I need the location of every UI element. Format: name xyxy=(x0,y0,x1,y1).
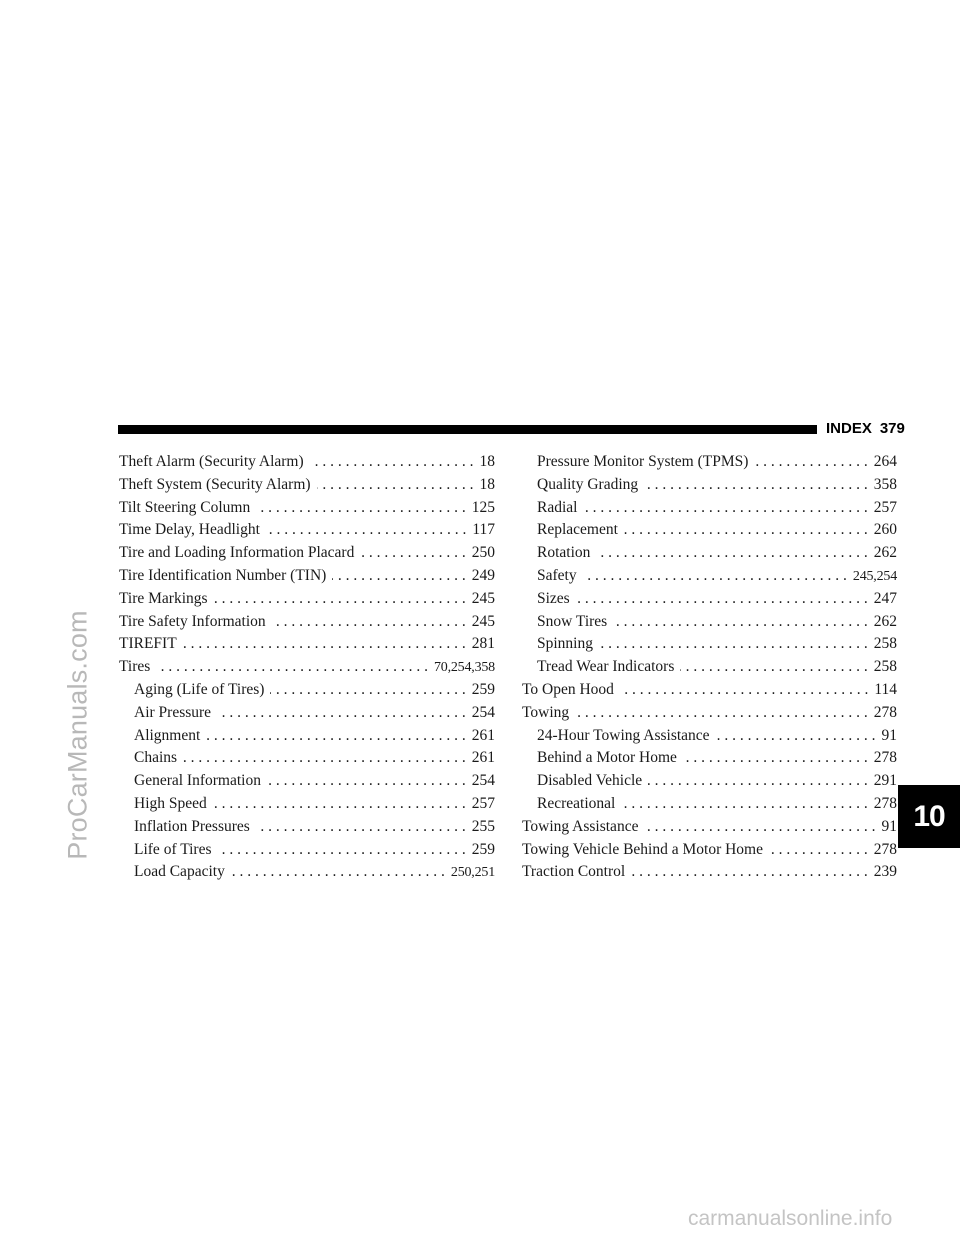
index-entry-label: Towing Vehicle Behind a Motor Home xyxy=(522,840,763,858)
index-entry xyxy=(119,588,495,611)
header-section-title: INDEX xyxy=(826,420,872,437)
index-entry-label: Traction Control xyxy=(522,863,626,881)
index-entry-page: 254 xyxy=(471,703,495,721)
index-entry xyxy=(119,451,495,474)
dot-leader xyxy=(620,679,868,702)
index-entry-label: Towing Assistance xyxy=(522,817,639,835)
index-entry xyxy=(522,816,897,839)
dot-leader xyxy=(218,839,466,862)
dot-leader xyxy=(183,633,466,656)
dot-leader xyxy=(214,588,466,611)
dot-leader xyxy=(621,793,867,816)
index-entry-label: General Information xyxy=(134,772,261,790)
dot-leader xyxy=(583,497,867,520)
index-entry xyxy=(119,497,495,520)
index-entry-label: Alignment xyxy=(134,726,201,744)
footer-watermark: carmanualsonline.info xyxy=(688,1207,893,1230)
dot-leader xyxy=(680,656,867,679)
index-entry-label: Spinning xyxy=(537,635,593,653)
index-entry-label: Recreational xyxy=(537,794,616,812)
index-entry-page: 258 xyxy=(873,635,897,653)
index-entry xyxy=(522,725,897,748)
index-entry xyxy=(119,702,495,725)
index-entry-page: 70,254,358 xyxy=(433,660,495,676)
dot-leader xyxy=(156,656,428,679)
index-entry-page: 259 xyxy=(471,680,495,698)
index-entry-page: 245 xyxy=(471,589,495,607)
index-entry xyxy=(522,839,897,862)
index-entry-page: 125 xyxy=(471,498,495,516)
index-entry xyxy=(522,542,897,565)
index-entry xyxy=(522,679,897,702)
index-entry xyxy=(522,747,897,770)
index-entry xyxy=(119,747,495,770)
index-entry-label: TIREFIT xyxy=(119,635,177,653)
index-entry-label: Radial xyxy=(537,498,578,516)
index-entry-page: 91 xyxy=(881,726,897,744)
index-entry xyxy=(522,633,897,656)
index-entry-label: Tread Wear Indicators xyxy=(537,658,675,676)
index-entry-label: Disabled Vehicle xyxy=(537,772,643,790)
index-entry-page: 278 xyxy=(873,703,897,721)
index-entry xyxy=(522,519,897,542)
index-entry xyxy=(522,793,897,816)
dot-leader xyxy=(575,702,868,725)
dot-leader xyxy=(583,565,847,588)
index-entry xyxy=(522,565,897,588)
dot-leader xyxy=(576,588,868,611)
index-entry-page: 260 xyxy=(873,521,897,539)
index-entry-page: 245 xyxy=(471,612,495,630)
dot-leader xyxy=(769,839,868,862)
index-entry-label: To Open Hood xyxy=(522,680,614,698)
dot-leader xyxy=(231,861,445,884)
index-entry-page: 91 xyxy=(881,817,897,835)
index-column-left xyxy=(119,451,495,884)
dot-leader xyxy=(206,725,465,748)
dot-leader xyxy=(644,474,868,497)
side-watermark: ProCarManuals.com xyxy=(62,610,93,860)
index-entry-label: Inflation Pressures xyxy=(134,817,250,835)
index-entry-label: Quality Grading xyxy=(537,475,639,493)
index-entry xyxy=(522,861,897,884)
header-rule xyxy=(118,425,817,434)
index-entry xyxy=(119,519,495,542)
index-entry-page: 18 xyxy=(479,475,495,493)
index-entry xyxy=(119,793,495,816)
index-entry xyxy=(522,770,897,793)
index-column-right xyxy=(522,451,897,884)
running-header xyxy=(826,419,905,439)
dot-leader xyxy=(317,474,474,497)
index-entry xyxy=(119,861,495,884)
dot-leader xyxy=(256,497,466,520)
index-entry-page: 239 xyxy=(873,863,897,881)
index-entry xyxy=(119,474,495,497)
index-entry-label: 24-Hour Towing Assistance xyxy=(537,726,710,744)
section-tab: 10 xyxy=(898,785,960,848)
index-entry-label: Theft System (Security Alarm) xyxy=(119,475,311,493)
index-entry-label: Sizes xyxy=(537,589,570,607)
dot-leader xyxy=(213,793,466,816)
index-entry xyxy=(119,770,495,793)
header-page-number: 379 xyxy=(879,420,905,437)
index-entry-page: 281 xyxy=(471,635,495,653)
index-entry-label: Tilt Steering Column xyxy=(119,498,251,516)
index-entry xyxy=(119,679,495,702)
dot-leader xyxy=(683,747,868,770)
index-entry-label: Rotation xyxy=(537,544,591,562)
dot-leader xyxy=(332,565,465,588)
dot-leader xyxy=(644,816,875,839)
index-entry xyxy=(522,451,897,474)
index-entry-label: Time Delay, Headlight xyxy=(119,521,260,539)
index-entry-label: Tire and Loading Information Placard xyxy=(119,544,355,562)
dot-leader xyxy=(631,861,868,884)
dot-leader xyxy=(624,519,868,542)
index-entry-page: 249 xyxy=(471,566,495,584)
index-entry-page: 250 xyxy=(471,544,495,562)
index-entry xyxy=(119,633,495,656)
index-entry xyxy=(522,474,897,497)
index-entry-label: Aging (Life of Tires) xyxy=(134,680,265,698)
index-entry xyxy=(522,497,897,520)
dot-leader xyxy=(310,451,474,474)
index-entry-label: High Speed xyxy=(134,794,207,812)
index-entry xyxy=(522,702,897,725)
index-entry-label: Pressure Monitor System (TPMS) xyxy=(537,453,749,470)
index-entry xyxy=(522,588,897,611)
index-entry-page: 255 xyxy=(471,817,495,835)
dot-leader xyxy=(267,770,466,793)
index-entry-page: 257 xyxy=(471,794,495,812)
index-entry-page: 247 xyxy=(873,589,897,607)
dot-leader xyxy=(256,816,466,839)
dot-leader xyxy=(716,725,876,748)
index-entry-label: Tires xyxy=(119,658,151,676)
index-entry-label: Chains xyxy=(134,749,178,767)
index-entry xyxy=(119,656,495,679)
dot-leader xyxy=(613,611,868,634)
index-entry-page: 254 xyxy=(471,772,495,790)
index-entry xyxy=(119,611,495,634)
index-entry-page: 18 xyxy=(479,453,495,470)
index-entry-page: 278 xyxy=(873,794,897,812)
index-entry-page: 259 xyxy=(471,840,495,858)
index-entry-label: Replacement xyxy=(537,521,618,539)
index-entry-page: 264 xyxy=(873,453,897,470)
dot-leader xyxy=(266,519,466,542)
index-entry xyxy=(522,611,897,634)
index-entry-page: 258 xyxy=(873,658,897,676)
index-entry xyxy=(119,816,495,839)
index-entry-label: Snow Tires xyxy=(537,612,608,630)
dot-leader xyxy=(272,611,466,634)
index-entry-label: Load Capacity xyxy=(134,863,225,881)
index-entry-page: 278 xyxy=(873,840,897,858)
index-entry-label: Tire Markings xyxy=(119,589,208,607)
index-entry-label: Life of Tires xyxy=(134,840,212,858)
index-entry-label: Behind a Motor Home xyxy=(537,749,677,767)
index-entry-label: Theft Alarm (Security Alarm) xyxy=(119,453,304,470)
index-entry-label: Air Pressure xyxy=(134,703,212,721)
index-entry-page: 114 xyxy=(874,680,897,698)
index-entry-page: 245,254 xyxy=(852,568,897,584)
index-entry-page: 261 xyxy=(471,749,495,767)
index-entry-label: Tire Identification Number (TIN) xyxy=(119,566,327,584)
index-entry xyxy=(119,565,495,588)
dot-leader xyxy=(217,702,466,725)
dot-leader xyxy=(183,747,466,770)
index-entry-page: 262 xyxy=(873,612,897,630)
index-entry-page: 291 xyxy=(873,772,897,790)
index-entry-label: Tire Safety Information xyxy=(119,612,266,630)
index-entry xyxy=(522,656,897,679)
index-entry-page: 262 xyxy=(873,544,897,562)
index-entry xyxy=(119,725,495,748)
index-entry-page: 358 xyxy=(873,475,897,493)
dot-leader xyxy=(596,542,867,565)
index-entry-page: 278 xyxy=(873,749,897,767)
index-entry-label: Towing xyxy=(522,703,570,721)
dot-leader xyxy=(360,542,465,565)
index-entry-label: Safety xyxy=(537,566,577,584)
dot-leader xyxy=(599,633,868,656)
dot-leader xyxy=(754,451,867,474)
dot-leader xyxy=(648,770,868,793)
index-entry xyxy=(119,839,495,862)
index-entry-page: 261 xyxy=(471,726,495,744)
index-entry-page: 117 xyxy=(472,521,495,539)
index-entry-page: 250,251 xyxy=(450,865,495,881)
dot-leader xyxy=(270,679,465,702)
index-entry-page: 257 xyxy=(873,498,897,516)
index-entry xyxy=(119,542,495,565)
